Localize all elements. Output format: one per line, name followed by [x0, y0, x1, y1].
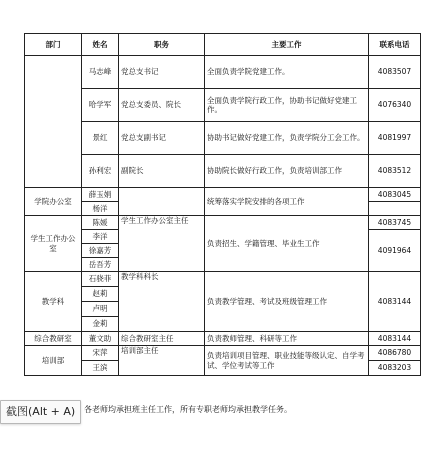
duty-cell: 全面负责学院党建工作。: [205, 56, 369, 89]
name-cell: 王滨: [82, 361, 119, 376]
name-cell: 马志峰: [82, 56, 119, 89]
phone-cell: 4076340: [369, 89, 421, 122]
name-cell: 李洋: [82, 230, 119, 244]
phone-cell: 4083144: [369, 332, 421, 346]
name-cell: 卢明: [82, 302, 119, 317]
dept-cell: 综合教研室: [25, 332, 82, 346]
name-cell: 宋萍: [82, 346, 119, 361]
table-row: [25, 155, 421, 188]
dept-cell: 学院办公室: [25, 188, 82, 216]
table-row: [25, 188, 421, 202]
table-row: [25, 89, 421, 122]
header-position: 职务: [119, 34, 205, 56]
name-cell: 孙利宏: [82, 155, 119, 188]
position-cell: [119, 188, 205, 216]
table-row: [25, 346, 421, 361]
name-cell: 杨洋: [82, 202, 119, 216]
phone-cell: 4083203: [369, 361, 421, 376]
name-cell: 金莉: [82, 317, 119, 332]
name-cell: 岳吾芳: [82, 258, 119, 272]
table-row: [25, 122, 421, 155]
duty-cell: 统筹落实学院安排的各项工作: [205, 188, 369, 216]
name-cell: 徐嘉芳: [82, 244, 119, 258]
phone-cell: 4083144: [369, 272, 421, 332]
dept-cell: 培训部: [25, 346, 82, 376]
duty-cell: 全面负责学院行政工作，协助书记做好党建工作。: [205, 89, 369, 122]
phone-cell: 4083507: [369, 56, 421, 89]
table-footnote: 各老师均承担班主任工作，所有专职老师均承担教学任务。: [84, 405, 292, 414]
name-cell: 景红: [82, 122, 119, 155]
header-phone: 联系电话: [369, 34, 421, 56]
phone-cell: 4083045: [369, 188, 421, 202]
duty-cell: 负责培训项目管理、职业技能等级认定、自学考试、学位考试等工作: [205, 346, 369, 376]
dept-cell: 教学科: [25, 272, 82, 332]
duty-cell: 负责教师管理、科研等工作: [205, 332, 369, 346]
name-cell: 赵莉: [82, 287, 119, 302]
position-cell: 教学科科长: [119, 272, 205, 332]
table-header-row: [25, 34, 421, 56]
name-cell: 董文助: [82, 332, 119, 346]
position-cell: 副院长: [119, 155, 205, 188]
position-cell: 学生工作办公室主任: [119, 216, 205, 272]
dept-cell-leadership: [25, 56, 82, 188]
staff-directory-table: [24, 33, 421, 376]
table-row: [25, 216, 421, 230]
duty-cell: 负责招生、学籍管理、毕业生工作: [205, 216, 369, 272]
position-cell: 党总支书记: [119, 56, 205, 89]
table-row: [25, 56, 421, 89]
name-cell: 哈学军: [82, 89, 119, 122]
name-cell: 陈媛: [82, 216, 119, 230]
header-duty: 主要工作: [205, 34, 369, 56]
position-cell: 综合教研室主任: [119, 332, 205, 346]
name-cell: 石骁菲: [82, 272, 119, 287]
phone-cell: 4091964: [369, 230, 421, 272]
header-dept: 部门: [25, 34, 82, 56]
position-cell: 培训部主任: [119, 346, 205, 376]
duty-cell: 协助院长做好行政工作，负责培训部工作: [205, 155, 369, 188]
duty-cell: 负责教学管理、考试及班级管理工作: [205, 272, 369, 332]
table-row: [25, 332, 421, 346]
duty-cell: 协助书记做好党建工作，负责学院分工会工作。: [205, 122, 369, 155]
position-cell: 党总支委员、院长: [119, 89, 205, 122]
screenshot-button[interactable]: 截图(Alt + A): [0, 400, 81, 424]
position-cell: 党总支副书记: [119, 122, 205, 155]
phone-cell: 4086780: [369, 346, 421, 361]
table-row: [25, 272, 421, 287]
phone-cell: 4083512: [369, 155, 421, 188]
name-cell: 薛玉娟: [82, 188, 119, 202]
dept-cell: 学生工作办公室: [25, 216, 82, 272]
header-name: 姓名: [82, 34, 119, 56]
phone-cell: 4081997: [369, 122, 421, 155]
phone-cell: [369, 202, 421, 216]
phone-cell: 4083745: [369, 216, 421, 230]
